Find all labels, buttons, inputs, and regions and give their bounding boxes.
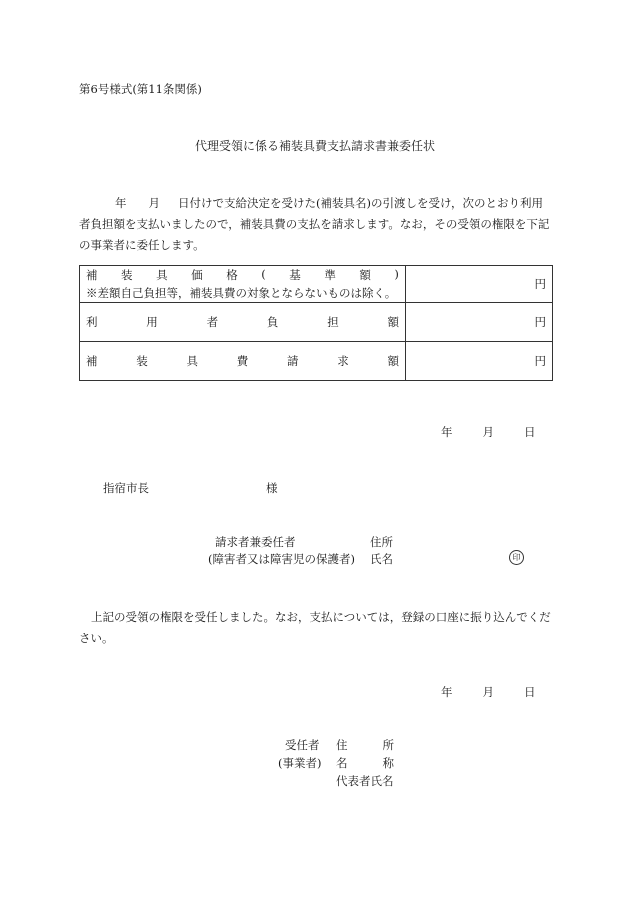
delegate-subtitle: (事業者): [278, 756, 322, 770]
requester-title: 請求者兼委任者: [215, 535, 296, 549]
intro-year: 年: [115, 196, 127, 210]
yen-unit: 円: [534, 354, 546, 368]
delegate-name-label: 名 称: [336, 756, 394, 770]
delegate-representative-label: 代表者氏名: [336, 774, 394, 788]
seal-mark: 印: [509, 550, 524, 565]
requester-address-label: 住所: [370, 535, 393, 549]
requester-subtitle: (障害者又は障害児の保護者): [208, 552, 355, 566]
user-burden-label: 利 用 者 負 担 額: [86, 315, 399, 329]
request-date: 年 月 日: [441, 425, 536, 439]
yen-unit: 円: [534, 277, 546, 291]
requester-name-label: 氏名: [370, 552, 393, 566]
price-label-cell: [80, 266, 406, 303]
claim-label: 補 装 具 費 請 求 額: [86, 354, 399, 368]
addressee-honorific: 様: [266, 481, 278, 495]
delegate-address-label: 住 所: [336, 738, 394, 752]
addressee-mayor: 指宿市長: [103, 481, 149, 495]
user-burden-value-cell: [406, 303, 553, 342]
intro-paragraph: [79, 193, 553, 256]
table-row: [80, 342, 553, 381]
price-label: 補 装 具 価 格 ( 基 準 額 ): [86, 267, 399, 282]
table-row: [80, 303, 553, 342]
page-title: 代理受領に係る補装具費支払請求書兼委任状: [194, 139, 435, 153]
intro-text: 日付けで支給決定を受けた(補装具名)の引渡しを受け，次のとおり利用者負担額を支払いましたので，補装具費の支払を請求します。なお，その受領の権限を下記の事業者に委任します。: [79, 196, 550, 252]
acceptance-paragraph: 上記の受領の権限を受任しました。なお，支払については，登録の口座に振り込んでください。: [79, 610, 551, 645]
price-value-cell: [406, 266, 553, 303]
price-note: ※差額自己負担等，補装具費の対象とならないものは除く。: [86, 286, 397, 300]
intro-month: 月: [148, 196, 160, 210]
yen-unit: 円: [534, 315, 546, 329]
claim-value-cell: [406, 342, 553, 381]
form-number: 第6号様式(第11条関係): [79, 82, 202, 96]
table-row: [80, 266, 553, 303]
user-burden-label-cell: [80, 303, 406, 342]
claim-label-cell: [80, 342, 406, 381]
delegate-title: 受任者: [285, 738, 320, 752]
amount-table: [79, 265, 553, 381]
acceptance-date: 年 月 日: [441, 685, 536, 699]
